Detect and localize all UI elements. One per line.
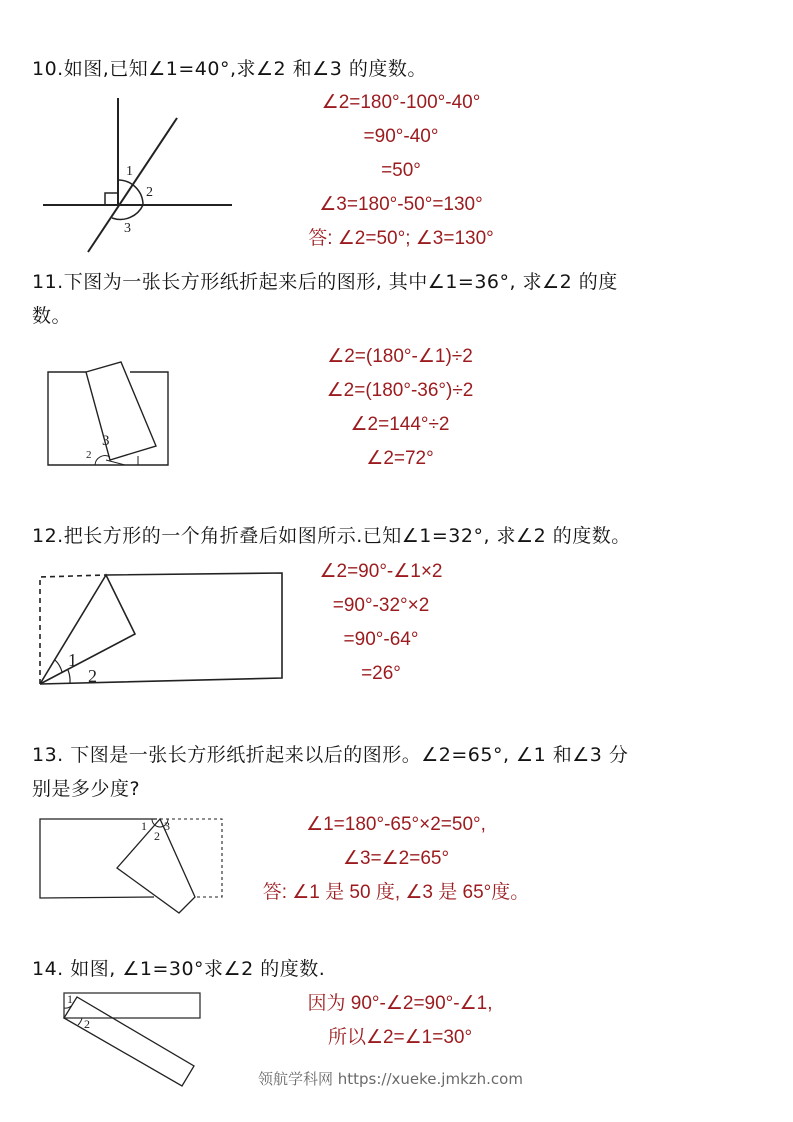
angle-label-3: 3 [124, 221, 131, 236]
answer-line: ∠2=90°-∠1×2 [319, 561, 443, 582]
answer-line: ∠3=180°-50°=130° [319, 194, 483, 215]
answer-line: =90°-64° [343, 629, 419, 650]
problem-12-question: 12.把长方形的一个角折叠后如图所示.已知∠1=32°, 求∠2 的度数。 [32, 525, 631, 547]
angle-label-1: 1 [68, 650, 77, 670]
answer-line: ∠1=180°-65°×2=50°, [306, 814, 486, 835]
angle-label-1: 1 [141, 819, 147, 833]
question-line: 13. 下图是一张长方形纸折起来以后的图形。∠2=65°, ∠1 和∠3 分 [32, 744, 629, 766]
angle-label-2: 2 [88, 666, 97, 686]
answer-line: ∠2=(180°-36°)÷2 [326, 380, 474, 401]
problem-14-question: 14. 如图, ∠1=30°求∠2 的度数. [32, 958, 326, 980]
answer-line: ∠2=(180°-∠1)÷2 [327, 346, 473, 367]
question-line: 数。 [32, 305, 72, 327]
watermark: 领航学科网 https://xueke.jmkzh.com [258, 1070, 523, 1088]
answer-line: =50° [381, 160, 421, 181]
angle-label-2: 2 [86, 449, 92, 461]
question-line: 别是多少度? [32, 778, 141, 800]
angle-label-2: 2 [84, 1017, 90, 1031]
angle-label-1: 1 [126, 164, 133, 179]
answer-line: 所以∠2=∠1=30° [327, 1027, 473, 1048]
answer-line: 答: ∠2=50°; ∠3=130° [308, 228, 494, 249]
angle-label-1: 1 [67, 992, 73, 1006]
answer-line: 答: ∠1 是 50 度, ∠3 是 65°度。 [262, 882, 530, 903]
answer-line: =90°-32°×2 [332, 595, 430, 616]
answer-line: =90°-40° [363, 126, 439, 147]
answer-line: ∠3=∠2=65° [342, 848, 450, 869]
angle-label-3: 3 [102, 433, 110, 449]
problem-14-answer [270, 987, 530, 1055]
angle-label-3: 3 [164, 819, 170, 833]
question-line: 11.下图为一张长方形纸折起来后的图形, 其中∠1=36°, 求∠2 的度 [32, 271, 618, 293]
answer-line: 因为 90°-∠2=90°-∠1, [307, 993, 493, 1014]
angle-label-2: 2 [146, 185, 153, 200]
answer-line: ∠2=180°-100°-40° [321, 92, 481, 113]
answer-line: =26° [361, 663, 401, 684]
answer-line: ∠2=144°÷2 [350, 414, 450, 435]
answer-line: ∠2=72° [366, 448, 434, 469]
problem-10-question: 10.如图,已知∠1=40°,求∠2 和∠3 的度数。 [32, 58, 427, 80]
angle-label-2: 2 [154, 829, 160, 843]
